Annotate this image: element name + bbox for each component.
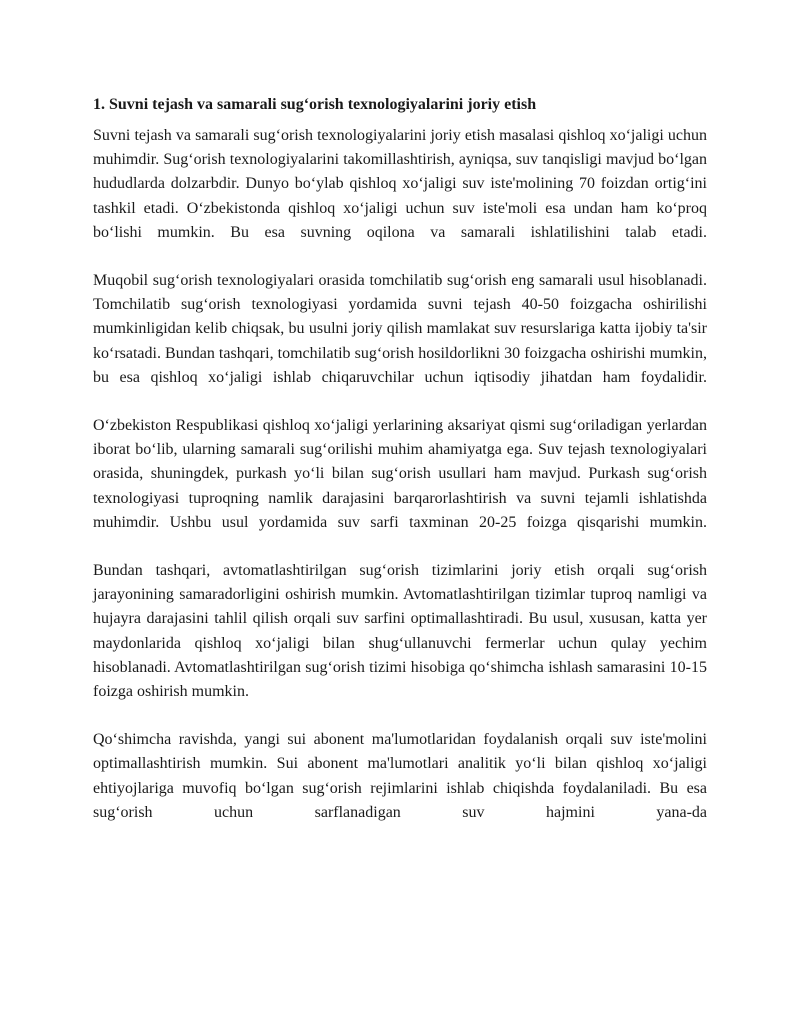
document-page <box>93 92 707 849</box>
paragraph-4: Bundan tashqari, avtomatlashtirilgan sug‘orish tizimlarini joriy etish orqali sug‘orish jarayonining samaradorligini oshirish mumkin. Avtomatlashtirilgan tizimlar tuproq namligi va hujayra darajasini tahlil qilish orqali suv sarfini optimallashtiradi. Bu usul, xususan, katta yer maydonlarida qishloq xo‘jaligi bilan shug‘ullanuvchi fermerlar uchun qulay yechim hisoblanadi. Avtomatlashtirilgan sug‘orish tizimi hisobiga qo‘shimcha ishlash samarasini 10-15 foizga oshirish mumkin. <box>93 562 707 701</box>
paragraph-5: Qo‘shimcha ravishda, yangi sui abonent ma'lumotlaridan foydalanish orqali suv iste'molini optimallashtirish mumkin. Sui abonent ma'lumotlari analitik yo‘li bilan qishloq xo‘jaligi ehtiyojlariga muvofiq bo‘lgan sug‘orish rejimlarini ishlab chiqishda foydalaniladi. Bu esa sug‘orish uchun sarflanadigan suv hajmini yana-da <box>93 731 707 821</box>
paragraph-1: Suvni tejash va samarali sug‘orish texnologiyalarini joriy etish masalasi qishloq xo‘jaligi uchun muhimdir. Sug‘orish texnologiyalarini takomillashtirish, ayniqsa, suv tanqisligi mavjud bo‘lgan hududlarda dolzarbdir. Dunyo bo‘ylab qishloq xo‘jaligi suv iste'molining 70 foizdan ortig‘ini tashkil etadi. O‘zbekistonda qishloq xo‘jaligi uchun suv iste'moli esa undan ham ko‘proq bo‘lishi mumkin. Bu esa suvning oqilona va samarali ishlatilishini talab etadi. <box>93 127 707 241</box>
paragraph-2: Muqobil sug‘orish texnologiyalari orasida tomchilatib sug‘orish eng samarali usul hisoblanadi. Tomchilatib sug‘orish texnologiyasi yordamida suvni tejash 40-50 foizgacha oshirilishi mumkinligidan kelib chiqsak, bu usulni joriy qilish mamlakat suv resurslariga katta ijobiy ta'sir ko‘rsatadi. Bundan tashqari, tomchilatib sug‘orish hosildorlikni 30 foizgacha oshirishi mumkin, bu esa qishloq xo‘jaligi ishlab chiqaruvchilar uchun iqtisodiy jihatdan ham foydalidir. <box>93 272 707 386</box>
paragraph-3: O‘zbekiston Respublikasi qishloq xo‘jaligi yerlarining aksariyat qismi sug‘oriladigan yerlardan iborat bo‘lib, ularning samarali sug‘orilishi muhim ahamiyatga ega. Suv tejash texnologiyalari orasida, shuningdek, purkash yo‘li bilan sug‘orish usullari ham mavjud. Purkash sug‘orish texnologiyasi tuproqning namlik darajasini barqarorlashtirish va suvni tejamli ishlatishda muhimdir. Ushbu usul yordamida suv sarfi taxminan 20-25 foizga qisqarishi mumkin. <box>93 417 707 531</box>
section-heading: 1. Suvni tejash va samarali sug‘orish texnologiyalarini joriy etish <box>93 96 537 113</box>
